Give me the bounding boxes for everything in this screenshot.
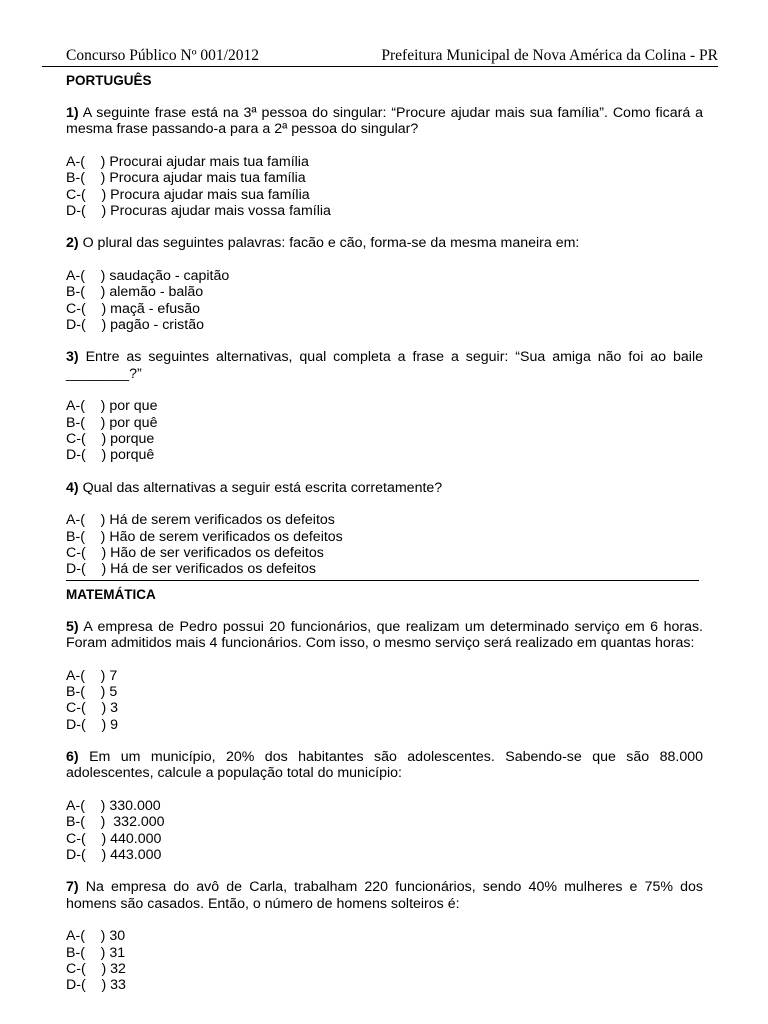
page-header xyxy=(42,46,718,67)
option-a[interactable]: A-( ) por que xyxy=(66,398,158,415)
question-6-text xyxy=(66,749,703,782)
header-municipality: Prefeitura Municipal de Nova América da Colina - PR xyxy=(381,47,718,64)
question-statement: A empresa de Pedro possui 20 funcionários, que realizam um determinado serviço em 6 horas. Foram admitidos mais 4 funcionários. Com isso, o mesmo serviço será realizado em quantas horas: xyxy=(66,618,703,652)
option-c[interactable]: C-( ) 440.000 xyxy=(66,830,162,847)
option-d[interactable]: D-( ) 33 xyxy=(66,977,126,994)
question-statement: Na empresa do avô de Carla, trabalham 220 funcionários, sendo 40% mulheres e 75% dos homens são casados. Então, o número de homens solteiros é: xyxy=(66,879,703,912)
question-7-text xyxy=(66,879,703,912)
option-a[interactable]: A-( ) saudação - capitão xyxy=(66,267,230,284)
question-5-options xyxy=(66,668,703,734)
option-c[interactable]: C-( ) 32 xyxy=(66,961,126,978)
option-b[interactable]: B-( ) Hão de serem verificados os defeitos xyxy=(66,528,343,545)
option-d[interactable]: D-( ) porquê xyxy=(66,447,155,464)
question-number: 6) xyxy=(66,749,79,766)
question-2-text xyxy=(66,235,703,251)
option-b[interactable]: B-( ) por quê xyxy=(66,414,158,431)
option-d[interactable]: D-( ) 443.000 xyxy=(66,847,162,864)
option-b[interactable]: B-( ) Procura ajudar mais tua família xyxy=(66,170,306,187)
question-statement: Qual das alternativas a seguir está escrita corretamente? xyxy=(82,479,443,496)
question-6-options xyxy=(66,798,703,864)
question-1-text xyxy=(66,105,703,138)
option-b[interactable]: B-( ) 332.000 xyxy=(66,814,165,831)
header-contest-number: Concurso Público Nº 001/2012 xyxy=(66,47,259,64)
section-title-matematica: MATEMÁTICA xyxy=(66,586,156,602)
question-statement: Em um município, 20% dos habitantes são adolescentes. Sabendo-se que são 88.000 adolescentes, calcule a população total do município: xyxy=(66,749,703,782)
option-c[interactable]: C-( ) Procura ajudar mais sua família xyxy=(66,186,310,203)
question-2-options xyxy=(66,268,703,334)
option-b[interactable]: B-( ) 5 xyxy=(66,683,118,700)
option-a[interactable]: A-( ) 7 xyxy=(66,667,118,684)
question-statement: O plural das seguintes palavras: facão e cão, forma-se da mesma maneira em: xyxy=(82,235,580,252)
option-c[interactable]: C-( ) maçã - efusão xyxy=(66,300,201,317)
question-5-text xyxy=(66,619,703,652)
option-c[interactable]: C-( ) 3 xyxy=(66,700,119,717)
question-3-text xyxy=(66,349,703,382)
option-b[interactable]: B-( ) alemão - balão xyxy=(66,284,204,301)
question-7-options xyxy=(66,928,703,994)
question-number: 5) xyxy=(66,618,79,635)
option-d[interactable]: D-( ) 9 xyxy=(66,716,119,733)
question-number: 4) xyxy=(66,479,79,496)
section-title-portugues: PORTUGUÊS xyxy=(66,73,152,88)
option-d[interactable]: D-( ) pagão - cristão xyxy=(66,316,204,333)
question-4-text xyxy=(66,480,703,496)
question-statement: Entre as seguintes alternativas, qual completa a frase a seguir: “Sua amiga não foi ao baile ________?” xyxy=(66,349,703,382)
option-a[interactable]: A-( ) 30 xyxy=(66,928,126,945)
question-3-options xyxy=(66,398,703,464)
option-a[interactable]: A-( ) Há de serem verificados os defeitos xyxy=(66,512,335,529)
option-a[interactable]: A-( ) 330.000 xyxy=(66,797,161,814)
question-number: 3) xyxy=(66,349,79,366)
option-a[interactable]: A-( ) Procurai ajudar mais tua família xyxy=(66,153,309,170)
exam-content xyxy=(66,73,703,994)
question-1-options xyxy=(66,154,703,220)
question-number: 2) xyxy=(66,235,79,252)
question-statement: A seguinte frase está na 3ª pessoa do singular: “Procure ajudar mais sua família”. Como ficará a mesma frase passando-a para a 2ª pessoa do singular? xyxy=(66,105,703,138)
option-d[interactable]: D-( ) Há de ser verificados os defeitos xyxy=(66,561,316,578)
question-number: 1) xyxy=(66,105,79,121)
question-4-options xyxy=(66,512,703,578)
option-d[interactable]: D-( ) Procuras ajudar mais vossa família xyxy=(66,202,331,219)
question-number: 7) xyxy=(66,879,79,896)
option-b[interactable]: B-( ) 31 xyxy=(66,944,126,961)
option-c[interactable]: C-( ) Hão de ser verificados os defeitos xyxy=(66,544,324,561)
option-c[interactable]: C-( ) porque xyxy=(66,430,155,447)
